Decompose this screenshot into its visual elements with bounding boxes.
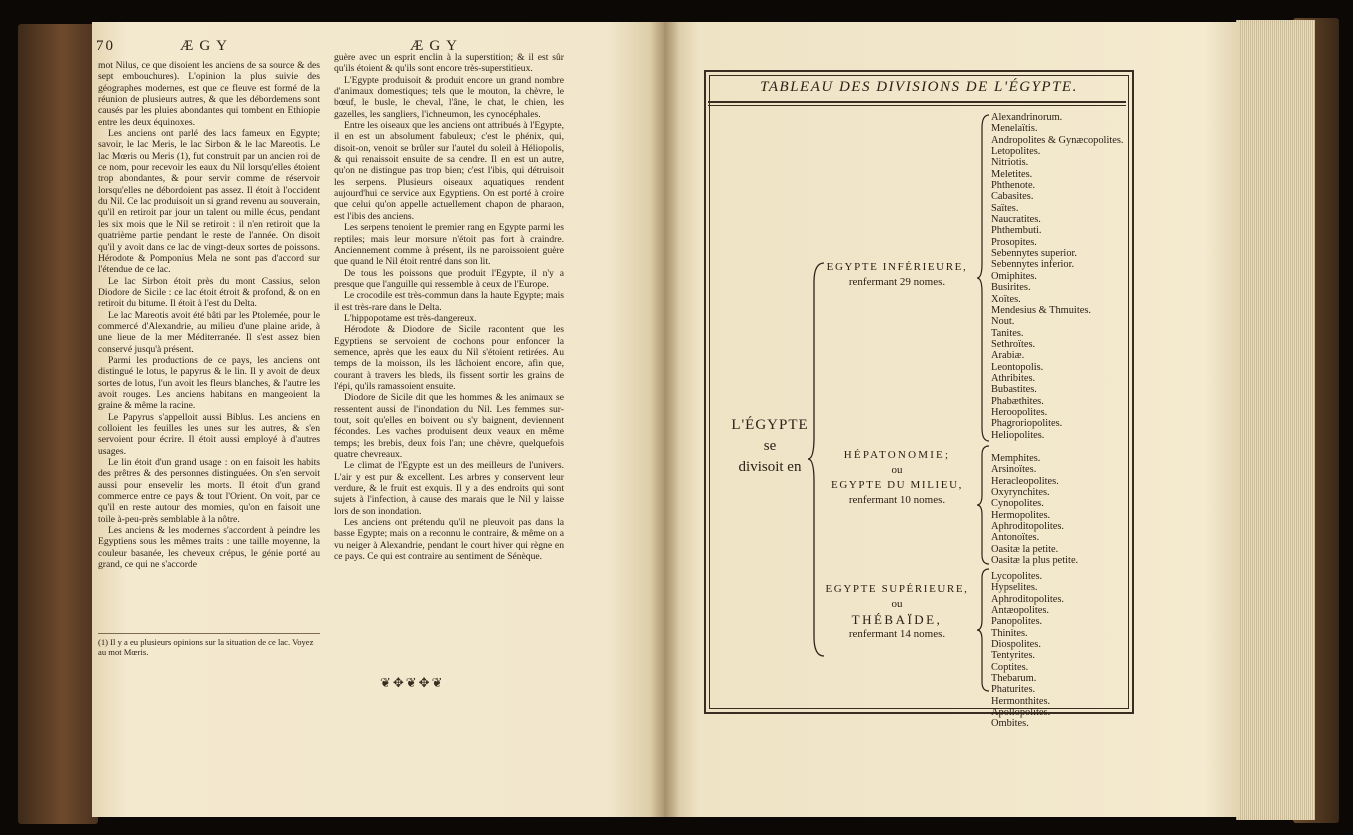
page-edges (1236, 20, 1315, 820)
nome-item: Panopolites. (991, 616, 1043, 628)
nome-item: Sethroïtes. (991, 338, 1036, 350)
nome-item: Coptites. (991, 661, 1029, 673)
nome-item: Thinites. (991, 627, 1028, 639)
nome-item: Lycopolites. (991, 571, 1043, 582)
nome-item: Thebarum. (991, 673, 1037, 685)
nome-item: Hermopolites. (991, 509, 1051, 521)
nome-item: Xoïtes. (991, 293, 1021, 305)
nome-item: Cynopolites. (991, 498, 1044, 510)
nome-item: Phthenote. (991, 180, 1036, 192)
region-line: renfermant 29 nomes. (848, 276, 946, 288)
paragraph: Les anciens ont prétendu qu'il ne pleuvoit pas dans la basse Egypte; mais on a reconnu le contraire, & même on a vu neiger à Alexandrie, pendant le court hiver qui règne en ce pays. Ce qui est contraire au sentiment de Sénèque. (334, 517, 564, 563)
nome-item: Mendesius & Thmuites. (991, 304, 1091, 316)
paragraph: Les anciens & les modernes s'accordent à peindre les Egyptiens sous les mêmes traits : une taille moyenne, la couleur basanée, les cheveux crépus, le génie porté au grand, ce qui ne s'accorde (98, 525, 320, 571)
nome-item: Aphroditopolites. (991, 593, 1065, 605)
nome-item: Cabasites. (991, 191, 1034, 203)
nome-item: Phagroriopolites. (991, 418, 1063, 430)
footnote: (1) Il y a eu plusieurs opinions sur la situation de ce lac. Voyez au mot Mœris. (98, 633, 320, 657)
nome-item: Ombites. (991, 718, 1029, 730)
nome-item: Heroopolites. (991, 406, 1048, 418)
nome-item: Prosopites. (991, 236, 1037, 248)
region-line: THÉBAÏDE, (851, 612, 943, 627)
paragraph: Hérodote & Diodore de Sicile racontent que les Egyptiens se servoient de cochons pour enfoncer la semence, après que les eaux du Nil s'étoient retirées. Au temps de la moisson, ils les lâchoient encore, afin que, courant à travers les bleds, ils fissent sortir les grains de l'épi, qu'ils ramassoient ensuite. (334, 324, 564, 392)
nome-item: Athribites. (991, 372, 1036, 384)
paragraph: Les serpens tenoient le premier rang en Egypte parmi les reptiles; mais leur morsure n'étoit pas fort à craindre. Anciennement comme à présent, ils ne paroissoient guère que quand le Nil étoit rentré dans son lit. (334, 222, 564, 268)
nome-item: Oasitæ la petite. (991, 543, 1059, 555)
fleuron-ornament: ❦✥❦✥❦ (380, 675, 445, 690)
nome-item: Nout. (991, 316, 1015, 328)
region-lower-egypt (816, 260, 978, 290)
tableau-title: TABLEAU DES DIVISIONS DE L'ÉGYPTE. (760, 79, 1078, 95)
region-line: EGYPTE INFÉRIEURE, (826, 261, 968, 273)
nome-item: Andropolites & Gynæcopolites. (991, 134, 1124, 146)
nome-item: Oasitæ la plus petite. (991, 555, 1079, 567)
nome-item: Omiphites. (991, 270, 1037, 282)
title-rule (708, 101, 1126, 103)
nome-item: Sebennytes superior. (991, 248, 1077, 260)
nome-item: Oxyrynchites. (991, 487, 1050, 499)
paragraph: Le crocodile est très-commun dans la haute Egypte; mais il est très-rare dans le Delta. (334, 290, 564, 313)
nome-item: Tanites. (991, 327, 1024, 339)
nome-item: Alexandrinorum. (991, 112, 1063, 123)
paragraph: guère avec un esprit enclin à la superstition; & il est sûr qu'ils étoient & qu'ils sont encore très-superstitieux. (334, 52, 564, 75)
brace-icon (976, 445, 990, 565)
nome-item: Heracleopolites. (991, 475, 1059, 487)
paragraph: Le lin étoit d'un grand usage : on en faisoit les habits des prêtres & des personnes distinguées. On s'en servoit aussi pour ensevelir les morts. Il étoit d'un grand commerce entre ce pays & tout l'Orient. On voit, par ce qu'il en reste autour des momies, qu'on en faisoit une toile à-peu-près semblable à la nôtre. (98, 457, 320, 525)
running-head-left: ÆGY (180, 38, 234, 54)
nome-item: Meletites. (991, 168, 1033, 180)
brace-icon (976, 114, 990, 442)
nome-item: Arabiæ. (991, 350, 1025, 362)
nomes-list-lower (991, 112, 1123, 441)
nome-item: Aphroditopolites. (991, 521, 1065, 533)
region-line: ou (891, 598, 903, 610)
nome-item: Phabæthites. (991, 395, 1044, 407)
paragraph: Le lac Mareotis avoit été bâti par les Ptolemée, pour le commercé d'Alexandrie, au milieu d'une plaine aride, à une lieue de la mer Méditerranée. Il s'est assez bien conservé jusqu'à présent. (98, 309, 320, 355)
nome-item: Apollopolites. (991, 707, 1051, 719)
region-line: EGYPTE DU MILIEU, (831, 479, 963, 491)
region-line: renfermant 10 nomes. (848, 494, 946, 506)
nome-item: Menelaïtis. (991, 123, 1038, 135)
region-line: EGYPTE SUPÉRIEURE, (825, 583, 969, 595)
nome-item: Nitriotis. (991, 157, 1029, 169)
paragraph: L'hippopotame est très-dangereux. (344, 312, 477, 324)
paragraph: L'Egypte produisoit & produit encore un grand nombre d'animaux domestiques; tels que le mouton, la chèvre, le bœuf, le busle, le cheval, l'âne, le chat, le chien, les gazelles, les sangliers, l'ichneumon, les cynocéphales. (334, 74, 564, 120)
page-number: 70 (96, 38, 115, 54)
nome-item: Tentyrites. (991, 650, 1035, 662)
region-middle-egypt (816, 448, 978, 508)
paragraph: Diodore de Sicile dit que les hommes & les animaux se ressentent aussi de l'inondation du Nil. Les femmes sur-tout, soit qu'elles en boivent ou s'y baignent, deviennent fécondes. Les vaches produisent deux veaux en même temps; les brebis, deux fois l'an; une chèvre, quelquefois quatre chevreaux. (334, 392, 564, 461)
nome-item: Hermonthites. (991, 695, 1051, 707)
root-label-line: se (763, 438, 777, 454)
root-label-line: divisoit en (738, 459, 802, 475)
book-gutter (650, 22, 680, 817)
nome-item: Diospolites. (991, 639, 1041, 651)
nome-item: Saïtes. (991, 202, 1019, 214)
nome-item: Heliopolites. (991, 429, 1045, 441)
paragraph: Les anciens ont parlé des lacs fameux en Egypte; savoir, le lac Meris, le lac Sirbon & le lac Mareotis. Le lac Mœris ou Meris (1), fut construit par un ancien roi de ce nom, pour recevoir les eaux du Nil lorsqu'elles étoient trop abondantes, & pour servir comme de réservoir lorsqu'elles ne débordoient pas assez. Il étoit à l'occident du Nil. Ce lac produisoit un si grand revenu au souverain, qu'il en retiroit par jour un talent ou mille écus, pendant les six mois que le Nil se retiroit : il n'en retiroit que la quatrième partie pendant le reste de l'année. On disoit qu'il y avoit dans ce lac de vingt-deux sortes de poissons. Hérodote & Pomponius Mela ne sont pas d'accord sur l'étendue de ce lac. (98, 128, 320, 276)
nome-item: Busirites. (991, 282, 1031, 294)
title-rule (708, 105, 1126, 106)
paragraph: mot Nilus, ce que disoient les anciens de sa source & des sept embouchures). L'opinion la plus suivie des géographes modernes, est que ce fleuve est formé de la réunion de plusieurs autres, & que les débordemens sont causés par les pluies abondantes qui tombent en Ethiopie entre les deux équinoxes. (98, 60, 320, 128)
nome-item: Phthembuti. (991, 225, 1042, 237)
paragraph: Le Papyrus s'appelloit aussi Biblus. Les anciens en colloient les feuilles les unes sur les autres, & s'en servoient pour écrire. Il étoit aussi employé à d'autres usages. (98, 411, 320, 457)
paragraph: Le lac Sirbon étoit près du mont Cassius, selon Diodore de Sicile : ce lac étoit étroit & profond, & on en retiroit du bitume. Il étoit à l'est du Delta. (98, 275, 320, 310)
nome-item: Antonoïtes. (991, 532, 1040, 544)
nome-item: Phaturites. (991, 684, 1036, 696)
region-line: ou (891, 464, 903, 476)
region-line: HÉPATONOMIE; (843, 449, 951, 461)
nome-item: Letopolites. (991, 146, 1041, 158)
region-line: renfermant 14 nomes. (848, 628, 946, 640)
nome-item: Bubastites. (991, 384, 1037, 396)
nome-item: Memphites. (991, 453, 1041, 464)
nome-item: Arsinoïtes. (991, 464, 1037, 476)
paragraph: Parmi les productions de ce pays, les anciens ont distingué le lotus, le papyrus & le lin. Il y avoit de deux sortes de lotus, l'un avoit les fleurs blanches, & l'autre les avoit rouges. Les anciens habitans en mangeoient la graine & même la racine. (98, 354, 320, 412)
nomes-list-upper (991, 571, 1064, 730)
book-cover-left (18, 24, 98, 824)
nome-item: Hypselites. (991, 582, 1038, 594)
paragraph: De tous les poissons que produit l'Egypte, il n'y a presque que l'anguille qui ressemble à ceux de l'Europe. (334, 267, 564, 290)
text-column-1 (98, 60, 320, 570)
nome-item: Leontopolis. (991, 361, 1044, 373)
region-upper-egypt (816, 582, 978, 642)
nomes-list-middle (991, 453, 1078, 566)
brace-icon (976, 568, 990, 692)
nome-item: Antæopolites. (991, 605, 1050, 617)
nome-item: Sebennytes inferior. (991, 259, 1075, 271)
root-label-line: L'ÉGYPTE (731, 417, 809, 433)
paragraph: Entre les oiseaux que les anciens ont attribués à l'Egypte, il en est un absolument fabuleux; c'est le phénix, qui, disoit-on, venoit se brûler sur l'autel du soleil à Héliopolis, & qui renaissoit ensuite de sa cendre. Il en est un autre, qu'on ne distingue pas trop bien; c'est l'ibis, qui détruisoit les serpens. Plusieurs oiseaux aquatiques rendent aujourd'hui ce service aux Egyptiens. On est porté à croire que celui qu'on appelle actuellement chapon de pharaon, est l'ibis des anciens. (334, 120, 564, 222)
paragraph: Le climat de l'Egypte est un des meilleurs de l'univers. L'air y est pur & excellent. Les arbres y conservent leur verdure, & le fruit est exquis. Il y a des endroits qui sont sujets à l'infection, à cause des marais que le Nil y laisse lors de son inondation. (334, 460, 564, 517)
running-head-right: ÆGY (410, 38, 464, 54)
text-column-2 (334, 52, 564, 562)
nome-item: Naucratites. (991, 214, 1041, 226)
